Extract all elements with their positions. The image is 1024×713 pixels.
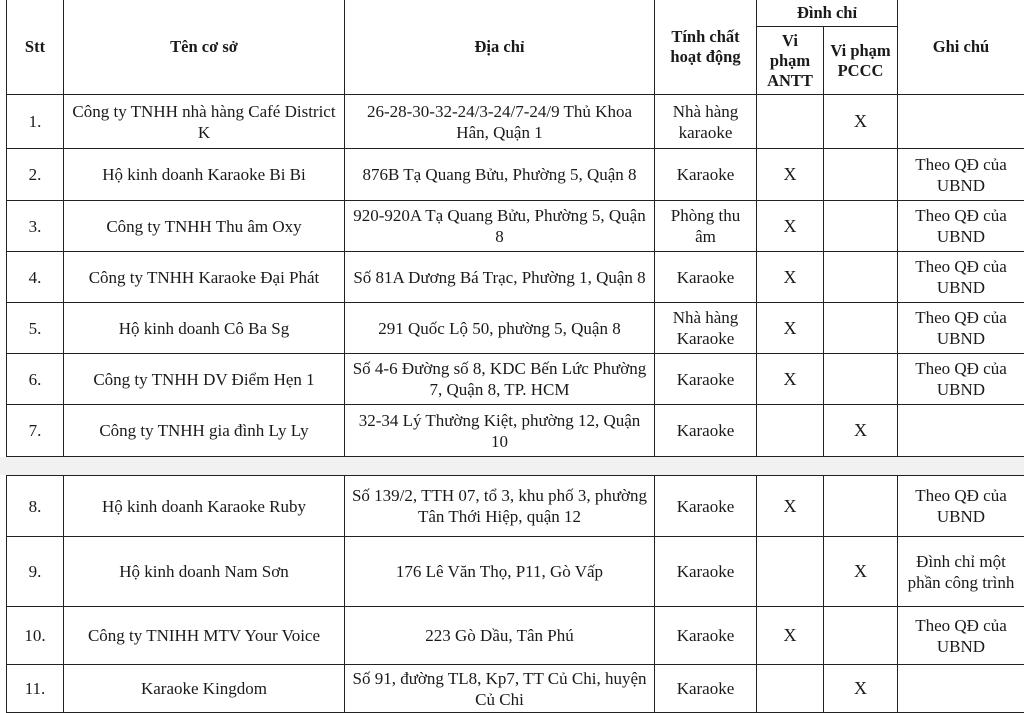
cell-pccc: X xyxy=(824,665,898,713)
cell-activity: Karaoke xyxy=(655,252,757,303)
cell-address: 876B Tạ Quang Bửu, Phường 5, Quận 8 xyxy=(345,149,655,201)
cell-antt: X xyxy=(757,476,824,537)
cell-name: Hộ kinh doanh Karaoke Ruby xyxy=(64,476,345,537)
header-antt: Vi phạm ANTT xyxy=(757,27,824,95)
table-row xyxy=(7,95,1024,149)
header-pccc: Vi phạm PCCC xyxy=(824,27,898,95)
cell-antt xyxy=(757,537,824,607)
cell-pccc xyxy=(824,201,898,252)
suspension-table-part-2 xyxy=(6,475,1024,713)
table-row xyxy=(7,607,1024,665)
cell-pccc xyxy=(824,303,898,354)
cell-antt xyxy=(757,665,824,713)
cell-address: Số 91, đường TL8, Kp7, TT Củ Chi, huyện Củ Chi xyxy=(345,665,655,713)
cell-stt: 2. xyxy=(7,149,64,201)
cell-name: Công ty TNHH Thu âm Oxy xyxy=(64,201,345,252)
table-row xyxy=(7,665,1024,713)
cell-stt: 7. xyxy=(7,405,64,457)
cell-stt: 9. xyxy=(7,537,64,607)
cell-pccc xyxy=(824,476,898,537)
cell-antt: X xyxy=(757,149,824,201)
table-row xyxy=(7,149,1024,201)
cell-stt: 3. xyxy=(7,201,64,252)
cell-stt: 1. xyxy=(7,95,64,149)
cell-address: 223 Gò Dầu, Tân Phú xyxy=(345,607,655,665)
cell-antt: X xyxy=(757,201,824,252)
cell-activity: Karaoke xyxy=(655,665,757,713)
cell-note xyxy=(898,95,1024,149)
header-note: Ghi chú xyxy=(898,0,1024,95)
cell-address: 920-920A Tạ Quang Bửu, Phường 5, Quận 8 xyxy=(345,201,655,252)
cell-note: Theo QĐ của UBND xyxy=(898,607,1024,665)
cell-note: Theo QĐ của UBND xyxy=(898,303,1024,354)
cell-address: Số 81A Dương Bá Trạc, Phường 1, Quận 8 xyxy=(345,252,655,303)
cell-activity: Nhà hàng karaoke xyxy=(655,95,757,149)
cell-pccc: X xyxy=(824,537,898,607)
table-row xyxy=(7,303,1024,354)
cell-address: 26-28-30-32-24/3-24/7-24/9 Thủ Khoa Hân, Quận 1 xyxy=(345,95,655,149)
cell-name: Công ty TNIHH MTV Your Voice xyxy=(64,607,345,665)
table-row xyxy=(7,405,1024,457)
header-stt: Stt xyxy=(7,0,64,95)
cell-name: Công ty TNHH DV Điểm Hẹn 1 xyxy=(64,354,345,405)
cell-address: Số 139/2, TTH 07, tổ 3, khu phố 3, phường Tân Thới Hiệp, quận 12 xyxy=(345,476,655,537)
cell-stt: 4. xyxy=(7,252,64,303)
cell-antt xyxy=(757,95,824,149)
cell-pccc: X xyxy=(824,95,898,149)
suspension-table-part-1 xyxy=(6,0,1024,457)
cell-activity: Phòng thu âm xyxy=(655,201,757,252)
cell-pccc xyxy=(824,607,898,665)
cell-pccc: X xyxy=(824,405,898,457)
cell-note: Theo QĐ của UBND xyxy=(898,149,1024,201)
cell-name: Karaoke Kingdom xyxy=(64,665,345,713)
cell-address: 291 Quốc Lộ 50, phường 5, Quận 8 xyxy=(345,303,655,354)
table-row xyxy=(7,201,1024,252)
cell-activity: Karaoke xyxy=(655,537,757,607)
cell-address: Số 4-6 Đường số 8, KDC Bến Lức Phường 7, Quận 8, TP. HCM xyxy=(345,354,655,405)
cell-activity: Nhà hàng Karaoke xyxy=(655,303,757,354)
cell-antt: X xyxy=(757,354,824,405)
cell-name: Công ty TNHH Karaoke Đại Phát xyxy=(64,252,345,303)
cell-antt: X xyxy=(757,252,824,303)
cell-stt: 10. xyxy=(7,607,64,665)
cell-note xyxy=(898,665,1024,713)
cell-note: Theo QĐ của UBND xyxy=(898,201,1024,252)
cell-name: Công ty TNHH nhà hàng Café District K xyxy=(64,95,345,149)
cell-note: Theo QĐ của UBND xyxy=(898,354,1024,405)
cell-stt: 6. xyxy=(7,354,64,405)
cell-antt: X xyxy=(757,607,824,665)
cell-name: Hộ kinh doanh Cô Ba Sg xyxy=(64,303,345,354)
cell-activity: Karaoke xyxy=(655,607,757,665)
cell-stt: 8. xyxy=(7,476,64,537)
cell-antt: X xyxy=(757,303,824,354)
cell-note: Đình chỉ một phần công trình xyxy=(898,537,1024,607)
cell-activity: Karaoke xyxy=(655,354,757,405)
cell-activity: Karaoke xyxy=(655,476,757,537)
cell-pccc xyxy=(824,354,898,405)
table-row xyxy=(7,476,1024,537)
cell-name: Công ty TNHH gia đình Ly Ly xyxy=(64,405,345,457)
cell-note xyxy=(898,405,1024,457)
page-break-gap xyxy=(0,457,1024,475)
cell-name: Hộ kinh doanh Karaoke Bi Bi xyxy=(64,149,345,201)
table-row xyxy=(7,354,1024,405)
cell-address: 176 Lê Văn Thọ, P11, Gò Vấp xyxy=(345,537,655,607)
cell-note: Theo QĐ của UBND xyxy=(898,476,1024,537)
cell-address: 32-34 Lý Thường Kiệt, phường 12, Quận 10 xyxy=(345,405,655,457)
table-row xyxy=(7,252,1024,303)
cell-note: Theo QĐ của UBND xyxy=(898,252,1024,303)
cell-antt xyxy=(757,405,824,457)
cell-pccc xyxy=(824,252,898,303)
header-activity: Tính chất hoạt động xyxy=(655,0,757,95)
cell-stt: 5. xyxy=(7,303,64,354)
table-row xyxy=(7,537,1024,607)
cell-stt: 11. xyxy=(7,665,64,713)
cell-activity: Karaoke xyxy=(655,149,757,201)
cell-pccc xyxy=(824,149,898,201)
header-suspension: Đình chỉ xyxy=(757,0,898,27)
header-name: Tên cơ sở xyxy=(64,0,345,95)
cell-name: Hộ kinh doanh Nam Sơn xyxy=(64,537,345,607)
cell-activity: Karaoke xyxy=(655,405,757,457)
header-address: Địa chỉ xyxy=(345,0,655,95)
